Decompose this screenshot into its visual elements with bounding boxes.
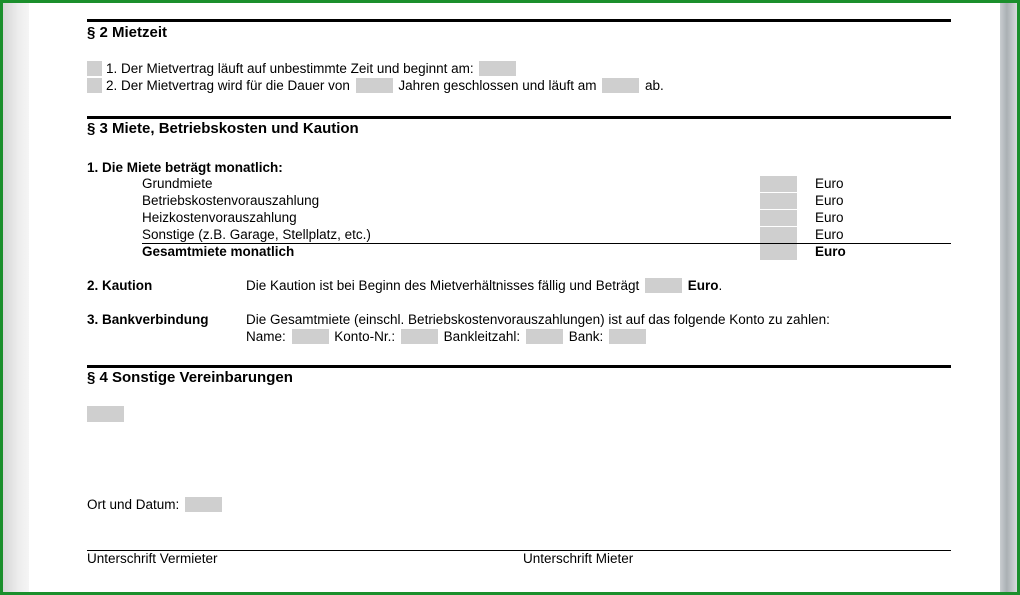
left-margin: [3, 3, 29, 592]
bank-konto-field[interactable]: [401, 329, 438, 344]
kaution-label: 2. Kaution: [87, 278, 153, 293]
kaution-line: [246, 278, 722, 293]
checkbox-unbefristet[interactable]: [87, 61, 102, 76]
kaution-field[interactable]: [645, 278, 682, 293]
bank-name-label: Name:: [246, 329, 286, 344]
total-rule: [142, 243, 951, 244]
ort-datum-field[interactable]: [185, 497, 222, 512]
option-2-text-c: ab.: [645, 78, 664, 93]
bank-konto-label: Konto-Nr.:: [334, 329, 396, 344]
ort-datum-label: Ort und Datum:: [87, 497, 180, 512]
end-date-field[interactable]: [602, 78, 639, 93]
grundmiete-field[interactable]: [760, 176, 797, 192]
bank-label: 3. Bankverbindung: [87, 312, 209, 327]
rent-row-label: Betriebskostenvorauszahlung: [142, 193, 320, 208]
bank-bank-label: Bank:: [568, 329, 604, 344]
rent-row-label: Sonstige (z.B. Garage, Stellplatz, etc.): [142, 227, 371, 242]
bank-blz-field[interactable]: [526, 329, 563, 344]
duration-field[interactable]: [356, 78, 393, 93]
section-rule: [87, 116, 951, 119]
vereinbarungen-field[interactable]: [87, 406, 124, 422]
rent-row-label: Grundmiete: [142, 176, 213, 191]
bank-fields-line: [246, 329, 648, 344]
rent-unit: Euro: [815, 210, 844, 225]
mietzeit-option-2: [87, 78, 664, 93]
ort-datum-line: [87, 497, 222, 512]
rent-total-label: Gesamtmiete monatlich: [142, 244, 295, 259]
section-heading-mietzeit: § 2 Mietzeit: [87, 24, 168, 41]
kaution-text: Die Kaution ist bei Beginn des Mietverhältnisses fällig und Beträgt: [246, 278, 640, 293]
option-1-text: 1. Der Mietvertrag läuft auf unbestimmte Zeit und beginnt am:: [106, 61, 474, 76]
option-2-text-a: 2. Der Mietvertrag wird für die Dauer von: [106, 78, 350, 93]
mietzeit-option-1: [87, 61, 516, 76]
section-heading-sonstige: § 4 Sonstige Vereinbarungen: [87, 369, 293, 386]
rent-total-unit: Euro: [815, 244, 846, 259]
section-rule: [87, 19, 951, 22]
sonstige-field[interactable]: [760, 227, 797, 243]
rent-unit: Euro: [815, 193, 844, 208]
section-rule: [87, 365, 951, 368]
bank-name-field[interactable]: [292, 329, 329, 344]
option-2-text-b: Jahren geschlossen und läuft am: [398, 78, 597, 93]
bank-blz-label: Bankleitzahl:: [443, 329, 521, 344]
gesamtmiete-field[interactable]: [760, 244, 797, 260]
bank-bank-field[interactable]: [609, 329, 646, 344]
rent-unit: Euro: [815, 227, 844, 242]
document-page: [29, 3, 1000, 592]
right-scroll-edge: [1000, 3, 1017, 592]
rent-unit: Euro: [815, 176, 844, 191]
checkbox-befristet[interactable]: [87, 78, 102, 93]
bank-text: Die Gesamtmiete (einschl. Betriebskostenvorauszahlungen) ist auf das folgende Konto zu zahlen:: [246, 312, 830, 327]
start-date-field[interactable]: [479, 61, 516, 76]
kaution-end: .: [718, 278, 723, 293]
kaution-unit: Euro: [687, 278, 719, 293]
betriebskosten-field[interactable]: [760, 193, 797, 209]
signature-vermieter: Unterschrift Vermieter: [87, 551, 218, 566]
heizkosten-field[interactable]: [760, 210, 797, 226]
rent-title: 1. Die Miete beträgt monatlich:: [87, 160, 283, 175]
rent-row-label: Heizkostenvorauszahlung: [142, 210, 297, 225]
signature-mieter: Unterschrift Mieter: [523, 551, 634, 566]
section-heading-miete: § 3 Miete, Betriebskosten und Kaution: [87, 120, 359, 137]
